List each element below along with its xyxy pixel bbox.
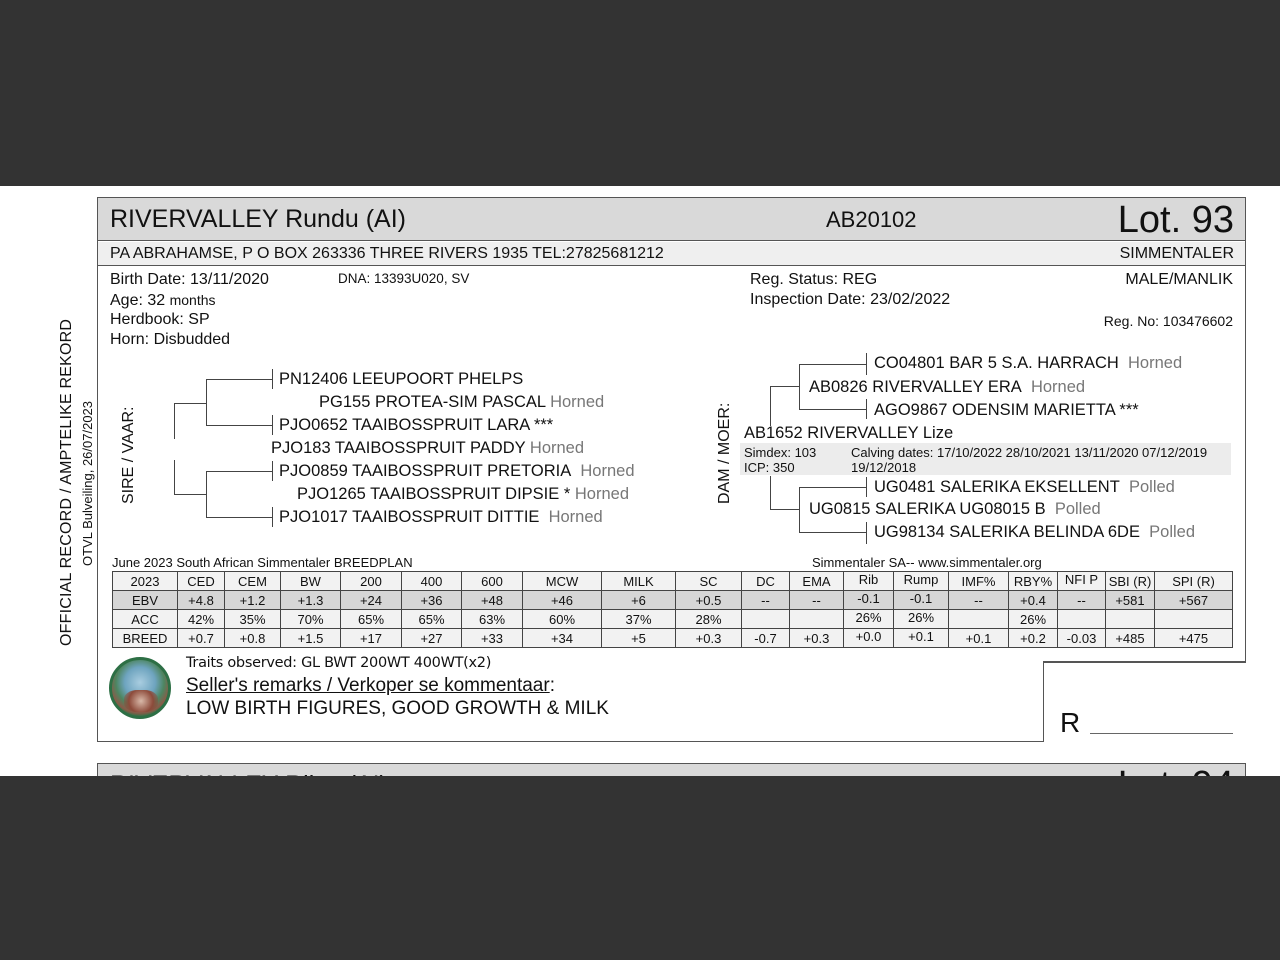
table-cell (1058, 610, 1106, 629)
table-cell: +1.3 (281, 591, 341, 610)
table-cell: +567 (1155, 591, 1233, 610)
logo-cattle-graphic (124, 690, 158, 712)
table-cell: +17 (341, 629, 402, 648)
dam-simdex: Simdex: 103 (744, 445, 817, 460)
bottom-dark-band (0, 776, 1280, 960)
horn-badge: Polled (1149, 523, 1196, 541)
table-row-acc (113, 610, 1233, 629)
reg-number: Reg. No: 103476602 (1103, 313, 1233, 329)
table-cell: 26% (844, 610, 894, 629)
tree-line (866, 399, 867, 419)
traits-observed: Traits observed: GL BWT 200WT 400WT(x2) (186, 655, 492, 671)
tree-line (866, 477, 867, 497)
sex: MALE/MANLIK (1125, 271, 1233, 288)
seller-remarks: LOW BIRTH FIGURES, GOOD GROWTH & MILK (186, 698, 609, 719)
tree-line (206, 471, 207, 517)
herdbook: Herdbook: SP (110, 311, 210, 328)
horn-badge: Polled (1128, 478, 1175, 496)
table-cell: +0.3 (790, 629, 844, 648)
inspection-date: Inspection Date: 23/02/2022 (750, 291, 951, 308)
table-cell: ACC (113, 610, 178, 629)
table-header: SPI (R) (1155, 572, 1233, 591)
table-cell: +27 (402, 629, 462, 648)
age-value: Age: 32 (110, 292, 166, 309)
horn-badge: Horned (574, 485, 629, 503)
table-cell: 28% (676, 610, 742, 629)
table-header: MILK (602, 572, 676, 591)
table-cell: -0.7 (742, 629, 790, 648)
simmentaler-logo-icon (109, 657, 171, 719)
breedplan-website: Simmentaler SA-- www.simmentaler.org (812, 555, 1042, 570)
table-cell (742, 610, 790, 629)
table-cell: +4.8 (178, 591, 225, 610)
age-unit: months (169, 292, 216, 308)
tree-line (174, 403, 207, 404)
dam-calving-dates-cont: 19/12/2018 (851, 460, 917, 475)
dam-icp: ICP: 350 (744, 460, 795, 475)
tree-line (799, 532, 867, 533)
horn-badge: Horned (548, 508, 603, 526)
table-cell: 26% (1009, 610, 1058, 629)
sire-sire: PG155 PROTEA-SIM PASCAL Horned (319, 393, 605, 411)
horn-badge: Horned (529, 439, 585, 457)
table-cell: EBV (113, 591, 178, 610)
dam-dam-sire: UG0481 SALERIKA EKSELLENT Polled (874, 478, 1175, 496)
table-cell: +34 (523, 629, 602, 648)
table-header: NFI P (1058, 572, 1106, 591)
top-dark-band (0, 0, 1280, 186)
table-cell: +581 (1106, 591, 1155, 610)
lot-number: Lot. 93 (1117, 199, 1234, 241)
tree-line (272, 507, 273, 527)
tree-line (799, 487, 867, 488)
table-header: SBI (R) (1106, 572, 1155, 591)
dna-info: DNA: 13393U020, SV (338, 271, 470, 286)
table-cell: +46 (523, 591, 602, 610)
auction-label: OTVL Bulveiling, 26/07/2023 (80, 400, 95, 566)
table-cell: +6 (602, 591, 676, 610)
table-cell: 60% (523, 610, 602, 629)
tree-line (174, 460, 175, 494)
table-cell: -- (1058, 591, 1106, 610)
dam-dam: UG0815 SALERIKA UG08015 B Polled (809, 500, 1101, 518)
address-row (98, 242, 1245, 266)
table-cell: 65% (341, 610, 402, 629)
sire-dam-sire: PJO0859 TAAIBOSSPRUIT PRETORIA Horned (279, 462, 635, 480)
breeder-address: PA ABRAHAMSE, P O BOX 263336 THREE RIVERS 1935 TEL:27825681212 (110, 245, 664, 262)
tree-line (272, 369, 273, 389)
price-currency-label: R (1060, 707, 1081, 738)
table-cell: -0.1 (894, 591, 949, 610)
tree-line (174, 494, 207, 495)
tree-line (206, 517, 273, 518)
table-cell: +0.2 (1009, 629, 1058, 648)
sire-sire-dam: PJO0652 TAAIBOSSPRUIT LARA *** (279, 416, 554, 434)
table-header: 2023 (113, 572, 178, 591)
table-cell: -0.03 (1058, 629, 1106, 648)
tree-line (272, 415, 273, 435)
tree-line (206, 379, 273, 380)
sire-sire-sire: PN12406 LEEUPOORT PHELPS (279, 370, 524, 388)
table-cell: 26% (894, 610, 949, 629)
tree-line (866, 522, 867, 544)
horn-status: Horn: Disbudded (110, 331, 231, 348)
table-cell (790, 610, 844, 629)
table-cell: +485 (1106, 629, 1155, 648)
table-cell: +1.2 (225, 591, 281, 610)
table-cell: 63% (462, 610, 523, 629)
remarks-heading: Seller's remarks / Verkoper se kommentaar: (186, 675, 555, 696)
table-header: 200 (341, 572, 402, 591)
table-header: EMA (790, 572, 844, 591)
horn-badge: Polled (1054, 500, 1101, 518)
table-row-ebv (113, 591, 1233, 610)
table-cell: -- (790, 591, 844, 610)
table-header: CED (178, 572, 225, 591)
breed-label: SIMMENTALER (1119, 245, 1234, 262)
dam-calving-dates: Calving dates: 17/10/2022 28/10/2021 13/11/2020 07/12/2019 (851, 445, 1208, 460)
tree-line (770, 509, 800, 510)
table-cell: +1.5 (281, 629, 341, 648)
sire-dam-dam: PJO1017 TAAIBOSSPRUIT DITTIE Horned (279, 508, 603, 526)
table-cell: +0.1 (894, 629, 949, 648)
sire-label: SIRE / VAAR: (120, 406, 137, 504)
birth-date: Birth Date: 13/11/2020 (110, 271, 269, 288)
price-blank-line[interactable] (1090, 733, 1233, 734)
table-header: Rib (844, 572, 894, 591)
table-cell: 65% (402, 610, 462, 629)
table-cell: 35% (225, 610, 281, 629)
table-cell: +0.8 (225, 629, 281, 648)
dam: AB1652 RIVERVALLEY Lize (744, 424, 954, 442)
table-cell (949, 610, 1009, 629)
tree-line (206, 379, 207, 425)
table-cell: 70% (281, 610, 341, 629)
breedplan-title: June 2023 South African Simmentaler BREEDPLAN (112, 555, 413, 570)
table-header: RBY% (1009, 572, 1058, 591)
table-cell: 37% (602, 610, 676, 629)
tree-line (206, 471, 273, 472)
table-header: CEM (225, 572, 281, 591)
horn-badge: Horned (580, 462, 635, 480)
horn-badge: Horned (1128, 354, 1183, 372)
table-cell: -0.1 (844, 591, 894, 610)
table-header: SC (676, 572, 742, 591)
table-row-breed (113, 629, 1233, 648)
table-cell: +0.1 (949, 629, 1009, 648)
table-cell: -- (949, 591, 1009, 610)
table-cell: 42% (178, 610, 225, 629)
title-row (98, 198, 1245, 241)
table-header: MCW (523, 572, 602, 591)
animal-code: AB20102 (826, 207, 917, 232)
table-header: 600 (462, 572, 523, 591)
tree-line (272, 461, 273, 481)
tree-line (770, 386, 771, 426)
tree-line (799, 364, 867, 365)
dam-sire-sire: CO04801 BAR 5 S.A. HARRACH Horned (874, 354, 1183, 372)
table-header: 400 (402, 572, 462, 591)
tree-line (174, 403, 175, 439)
table-cell (1155, 610, 1233, 629)
table-header: IMF% (949, 572, 1009, 591)
dam-sire-dam: AGO9867 ODENSIM MARIETTA *** (874, 401, 1139, 419)
dam-label: DAM / MOER: (716, 402, 733, 504)
dam-dam-dam: UG98134 SALERIKA BELINDA 6DE Polled (874, 523, 1196, 541)
table-cell: +33 (462, 629, 523, 648)
table-cell: +24 (341, 591, 402, 610)
table-header: BW (281, 572, 341, 591)
sire: PJO183 TAAIBOSSPRUIT PADDY Horned (271, 439, 585, 457)
table-cell: -- (742, 591, 790, 610)
table-cell: +475 (1155, 629, 1233, 648)
reg-status: Reg. Status: REG (750, 271, 878, 288)
table-cell: +36 (402, 591, 462, 610)
tree-line (799, 409, 867, 410)
table-header-row (113, 572, 1233, 591)
table-cell: +0.4 (1009, 591, 1058, 610)
tree-line (866, 353, 867, 375)
table-header: Rump (894, 572, 949, 591)
tree-line (799, 364, 800, 409)
table-cell: +0.5 (676, 591, 742, 610)
table-cell: +0.3 (676, 629, 742, 648)
official-record-label: OFFICIAL RECORD / AMPTELIKE REKORD (58, 318, 75, 646)
horn-badge: Horned (550, 393, 605, 411)
table-cell: +0.7 (178, 629, 225, 648)
dam-sire: AB0826 RIVERVALLEY ERA Horned (809, 378, 1086, 396)
horn-badge: Horned (1030, 378, 1086, 396)
tree-line (770, 476, 771, 510)
breedplan-table (112, 571, 1233, 648)
card-border-step (1043, 661, 1246, 663)
tree-line (770, 386, 800, 387)
table-header: DC (742, 572, 790, 591)
animal-name: RIVERVALLEY Rundu (AI) (110, 205, 406, 233)
table-cell: +0.0 (844, 629, 894, 648)
tree-line (799, 487, 800, 533)
tree-line (206, 425, 273, 426)
table-cell (1106, 610, 1155, 629)
table-cell: BREED (113, 629, 178, 648)
age (110, 290, 216, 311)
table-cell: +5 (602, 629, 676, 648)
table-cell: +48 (462, 591, 523, 610)
sire-dam: PJO1265 TAAIBOSSPRUIT DIPSIE * Horned (297, 485, 629, 503)
